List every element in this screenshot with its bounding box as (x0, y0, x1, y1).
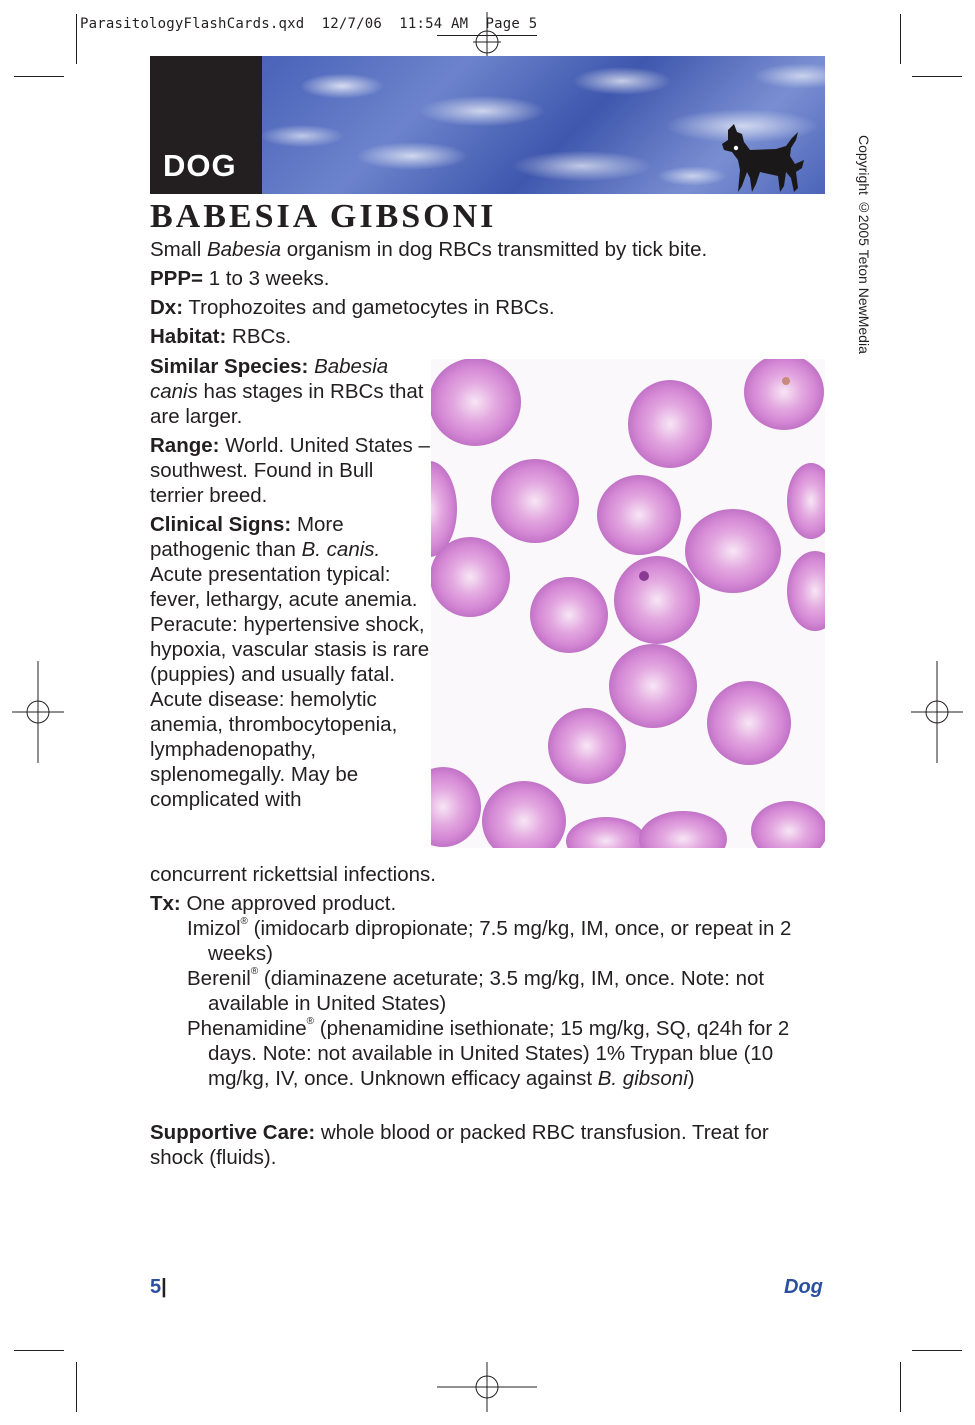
registration-mark-icon (437, 12, 537, 62)
left-column (150, 354, 430, 816)
header-band (150, 56, 825, 194)
clinical-signs: Clinical Signs: More pathogenic than B. canis. Acute presentation typical: fever, lethargy, acute anemia. Peracute: hypertensive shock, hypoxia, vascular stasis is rare (puppies) and usually fatal. Acute disease: hemolytic anemia, thrombocytopenia, lymphadenopathy, splenomegally. May be complicated with (150, 513, 430, 811)
tx-item-phenamidine: Phenamidine® (phenamidine isethionate; 15 mg/kg, SQ, q24h for 2 days. Note: not available in United States) 1% Trypan blue (10 mg/kg, IV, once. Unknown efficacy against B. gibsoni) (187, 1016, 790, 1090)
dx-line: Dx: Trophozoites and gametocytes in RBCs. (150, 296, 555, 319)
ppp-line: PPP= 1 to 3 weeks. (150, 267, 330, 290)
dog-silhouette-icon (720, 122, 812, 194)
page-title: BABESIA GIBSONI (150, 198, 497, 235)
registration-mark-icon (911, 661, 963, 763)
crop-mark (912, 76, 962, 77)
file-slug: ParasitologyFlashCards.qxd 12/7/06 11:54 AM Page 5 (80, 16, 538, 32)
habitat-line: Habitat: RBCs. (150, 325, 292, 348)
crop-mark (76, 14, 77, 64)
tx-item-imizol: Imizol® (imidocarb dipropionate; 7.5 mg/kg, IM, once, or repeat in 2 weeks) (187, 916, 792, 965)
crop-mark (14, 1350, 64, 1351)
tx-line: Tx: One approved product. (150, 892, 397, 915)
tx-item-berenil: Berenil® (diaminazene aceturate; 3.5 mg/kg, IM, once. Note: not available in United States) (187, 966, 765, 1015)
footer-section-label: Dog (784, 1276, 823, 1298)
registration-mark-icon (437, 1362, 537, 1412)
clinical-signs-last-line: concurrent rickettsial infections. (150, 863, 436, 886)
crop-mark (900, 1362, 901, 1412)
supportive-care: Supportive Care: whole blood or packed RBC transfusion. Treat for shock (fluids). (150, 1121, 769, 1169)
crop-mark (900, 14, 901, 64)
section-label: DOG (163, 148, 237, 183)
similar-species: Similar Species: Babesia canis has stages in RBCs that are larger. (150, 355, 424, 428)
copyright-notice: Copyright ©2005 Teton NewMedia (856, 135, 872, 354)
crop-mark (912, 1350, 962, 1351)
registration-mark-icon (12, 661, 64, 763)
blood-smear-micrograph (431, 359, 825, 848)
crop-mark (76, 1362, 77, 1412)
page-number: 5| (150, 1276, 167, 1298)
intro-line: Small Babesia organism in dog RBCs transmitted by tick bite. (150, 238, 708, 261)
range: Range: World. United States – southwest. Found in Bull terrier breed. (150, 434, 430, 507)
crop-mark (14, 76, 64, 77)
